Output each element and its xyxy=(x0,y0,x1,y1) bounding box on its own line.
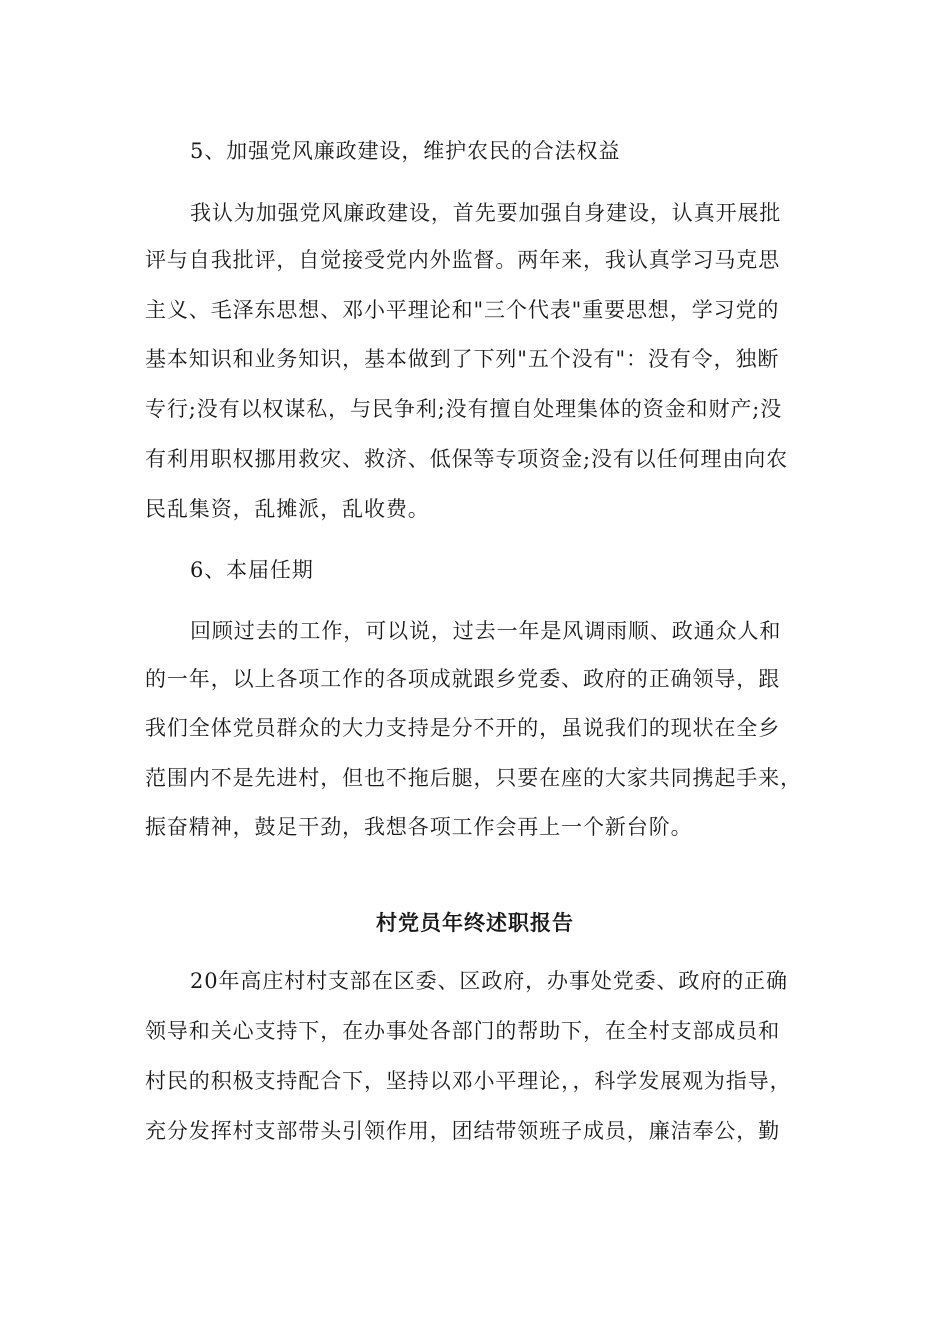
paragraph-line: 基本知识和业务知识，基本做到了下列"五个没有"：没有令，独断 xyxy=(145,347,780,371)
section-6-heading: 6、本届任期 xyxy=(190,558,314,582)
paragraph-line: 我们全体党员群众的大力支持是分不开的，虽说我们的现状在全乡 xyxy=(145,716,781,740)
paragraph-line: 民乱集资，乱摊派，乱收费。 xyxy=(145,497,430,521)
section-5-heading: 5、加强党风廉政建设，维护农民的合法权益 xyxy=(190,139,621,163)
paragraph-line: 的一年，以上各项工作的各项成就跟乡党委、政府的正确领导，跟 xyxy=(145,667,781,691)
paragraph-line: 专行;没有以权谋私，与民争利;没有擅自处理集体的资金和财产;没 xyxy=(145,397,783,421)
report-title: 村党员年终述职报告 xyxy=(376,910,574,935)
paragraph-line: 我认为加强党风廉政建设，首先要加强自身建设，认真开展批 xyxy=(190,201,782,225)
paragraph-line: 村民的积极支持配合下，坚持以邓小平理论，，科学发展观为指导， xyxy=(145,1069,792,1093)
paragraph-line: 20年高庄村村支部在区委、区政府，办事处党委、政府的正确 xyxy=(190,969,788,993)
paragraph-line: 有利用职权挪用救灾、救济、低保等专项资金;没有以任何理由向农 xyxy=(145,447,789,471)
paragraph-line: 充分发挥村支部带头引领作用，团结带领班子成员，廉洁奉公，勤 xyxy=(145,1119,781,1143)
paragraph-line: 回顾过去的工作，可以说，过去一年是风调雨顺、政通众人和 xyxy=(190,619,782,643)
paragraph-line: 领导和关心支持下，在办事处各部门的帮助下，在全村支部成员和 xyxy=(145,1019,781,1043)
paragraph-line: 范围内不是先进村，但也不拖后腿，只要在座的大家共同携起手来， xyxy=(145,766,802,790)
paragraph-line: 评与自我批评，自觉接受党内外监督。两年来，我认真学习马克思 xyxy=(145,248,781,272)
paragraph-line: 振奋精神，鼓足干劲，我想各项工作会再上一个新台阶。 xyxy=(145,815,693,839)
paragraph-line: 主义、毛泽东思想、邓小平理论和"三个代表"重要思想，学习党的 xyxy=(145,298,780,322)
